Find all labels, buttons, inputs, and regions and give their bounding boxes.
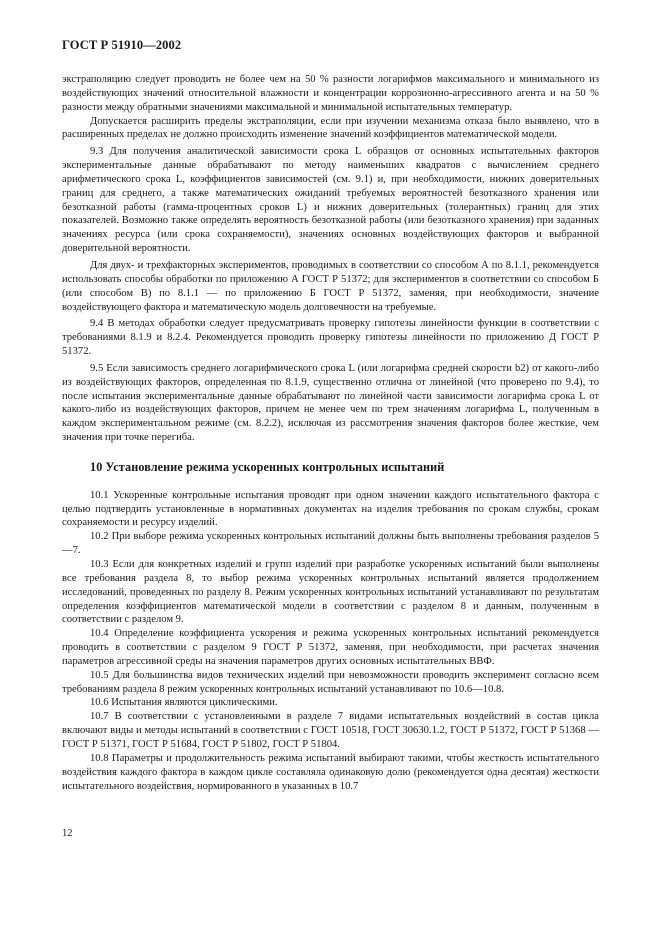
section-10-title: 10 Установление режима ускоренных контрольных испытаний [90, 459, 445, 474]
paragraph-10-3: 10.3 Если для конкретных изделий и групп изделий при разработке ускоренных испытаний были выполнены все требования раздела 8, то выбор режима ускоренных контрольных испытаний является продолжением исследований, проведенных по разделу 8. Режим ускоренных контрольных испытаний устанавливают по результатам определения коэффициентов математической модели в соответствии с разделом 8 и данным, полученным в соответствии с разделом 9. [62, 559, 599, 626]
paragraph-10-6: 10.6 Испытания являются циклическими. [90, 697, 278, 709]
paragraph-two-three-factor: Для двух- и трехфакторных экспериментов, проводимых в соответствии со способом А по 8.1.1, рекомендуется использовать способы обработки по приложению А ГОСТ Р 51372; для экспериментов в соответствии со способом Б (или способом В) по 8.1.1 — по приложению Б ГОСТ Р 51372, заменяя, при необходимости, значение воздействующего фактора и математическую модель долговечности на требуемые. [62, 259, 599, 313]
paragraph-10-2: 10.2 При выборе режима ускоренных контрольных испытаний должны быть выполнены требования разделов 5—7. [62, 531, 599, 557]
paragraph-extrapolation: экстраполяцию следует проводить не более чем на 50 % разности логарифмов максимального и минимального из воздействующих значений относительной влажности и концентрации коррозионно-агрессивного агента и на 50 % разности между обратными значениями максимальной и минимальной испытательных температур. [62, 74, 599, 113]
paragraph-10-8: 10.8 Параметры и продолжительность режима испытаний выбирают такими, чтобы жесткость испытательного воздействия каждого фактора в каждом цикле составляла одинаковую долю (рекомендуется одна десятая) жесткости испытательного воздействия, нормированного в указанных в 10.7 [62, 752, 599, 792]
paragraph-extrapolation-limits: Допускается расширить пределы экстраполяции, если при изучении механизма отказа было выявлено, что в расширенных пределах не должно происходить изменение значений коэффициентов математической модели. [62, 115, 599, 141]
paragraph-9-5: 9.5 Если зависимость среднего логарифмического срока L (или логарифма средней скорости b2) от какого-либо из воздействующих факторов, определенная по 8.1.9, существенно отлична от линейной (что проверено по 9.4), то после испытания экспериментальные данные обрабатывают по линейной части зависимости логарифма срока L от какого-либо из воздействующих факторов, причем не менее чем по трем значениям логарифма L, полученным в каждом экспериментальном режиме (см. 8.2.2), исключая из рассмотрения значения факторов более жесткие, чем значения при точке перегиба. [62, 362, 599, 444]
paragraph-10-5: 10.5 Для большинства видов технических изделий при невозможности проводить эксперимент согласно всем требованиям раздела 8 режим ускоренных контрольных испытаний устанавливают по 10.6—10.8. [62, 669, 599, 695]
paragraph-9-4: 9.4 В методах обработки следует предусматривать проверку гипотезы линейности функции в соответствии с требованиями 8.1.9 и 8.2.4. Рекомендуется проводить проверку гипотезы линейности по приложению Д ГОСТ Р 51372. [62, 318, 599, 358]
document-body [62, 73, 599, 793]
paragraph-10-4: 10.4 Определение коэффициента ускорения и режима ускоренных контрольных испытаний рекомендуется проводить в соответствии с разделом 9 ГОСТ Р 51372, заменяя, при необходимости, при расчетах значения параметров агрессивной среды на значения параметров других основных испытательных ВВФ. [62, 628, 599, 667]
paragraph-10-7: 10.7 В соответствии с установленными в разделе 7 видами испытательных воздействий в состав цикла включают виды и методы испытаний в соответствии с ГОСТ 10518, ГОСТ 30630.1.2, ГОСТ Р 51372, ГОСТ Р 51368 — ГОСТ Р 51371, ГОСТ Р 51684, ГОСТ Р 51802, ГОСТ Р 51804. [62, 711, 599, 750]
paragraph-10-1: 10.1 Ускоренные контрольные испытания проводят при одном значении каждого испытательного фактора с целью подтвердить установленные в нормативных документах на изделия требования по срокам службы, срокам сохраняемости и ресурсу изделий. [62, 489, 599, 529]
page-number: 12 [62, 828, 73, 839]
paragraph-9-3: 9.3 Для получения аналитической зависимости срока L образцов от основных испытательных факторов экспериментальные данные обрабатывают по методу наименьших квадратов с вычислением среднего арифметического срока L, коэффициентов зависимостей (см. 9.1) и, при необходимости, нижних доверительных границ для среднего, а также математических ожиданий требуемых вероятностей безотказного хранения или безотказной работы (гамма-процентных сроков L) и нижних доверительных (толерантных) границ для этих показателей. Возможно также определять вероятность безотказной работы (или безотказного хранения) при заданных значениях ресурса (или срока сохраняемости), значениях основных воздействующих факторов и выбранной доверительной вероятности. [62, 146, 599, 255]
standard-header: ГОСТ Р 51910—2002 [62, 38, 182, 52]
